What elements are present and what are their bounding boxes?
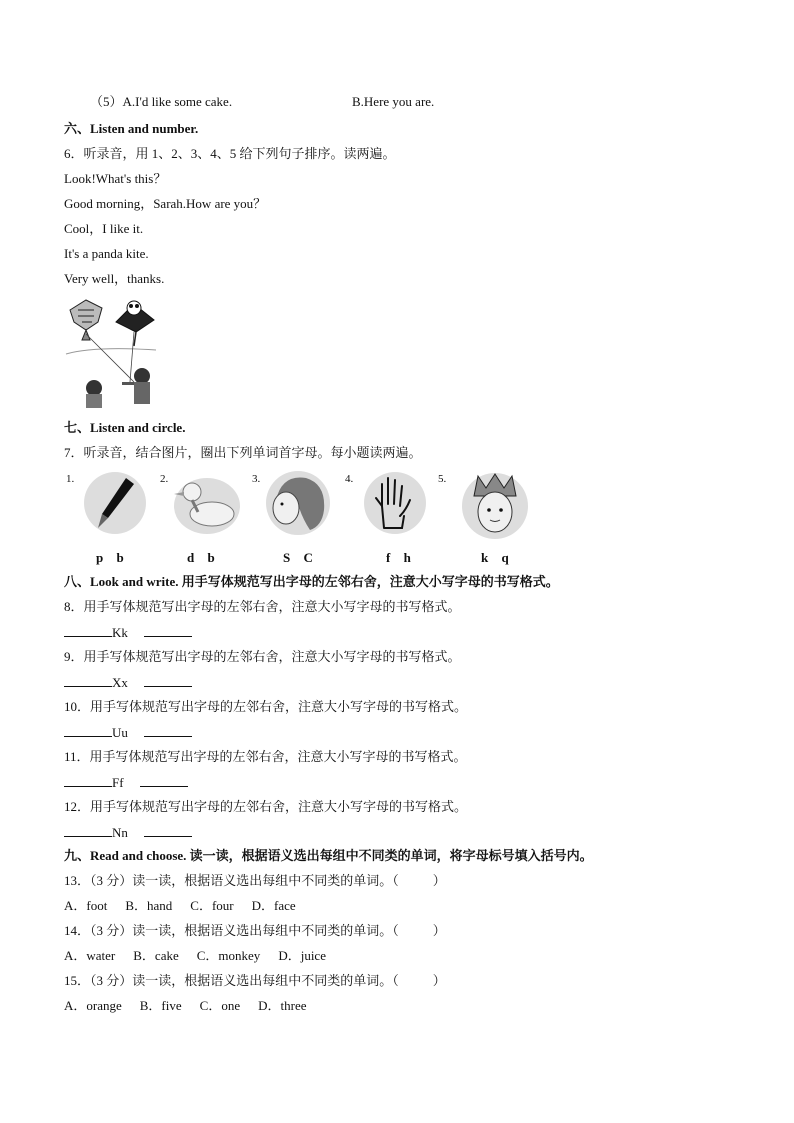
- item-1-number: 1.: [66, 473, 75, 485]
- q13-option-c: C．four: [190, 898, 234, 913]
- q15-option-a: A．orange: [64, 998, 122, 1013]
- section-8-title: 八、Look and write. 用手写体规范写出字母的左邻右舍，注意大小写字母的书写格式。: [64, 574, 559, 589]
- q14-text: [64, 923, 446, 939]
- q10-text: 10．用手写体规范写出字母的左邻右舍，注意大小写字母的书写格式。: [64, 699, 468, 714]
- q13-close-paren: ）: [432, 873, 446, 888]
- item-2-letters: d b: [187, 550, 215, 565]
- q5-option-a: A.I'd like some cake.: [122, 94, 233, 109]
- q9-left-blank[interactable]: [64, 674, 112, 687]
- q5-option-b: B.Here you are.: [352, 94, 435, 109]
- q11-left-blank[interactable]: [64, 774, 112, 787]
- q15-question: 15．（3 分）读一读，根据语义选出每组中不同类的单词。（: [64, 973, 399, 988]
- q15-options: [64, 998, 324, 1014]
- section-7-instruction: 7．听录音，结合图片，圈出下列单词首字母。每小题读两遍。: [64, 445, 422, 460]
- q8-letter: Kk: [112, 625, 128, 640]
- panda-kite-icon: [116, 301, 154, 346]
- q8-left-blank[interactable]: [64, 624, 112, 637]
- girl-figure-icon: [86, 380, 102, 408]
- q15-option-c: C．one: [199, 998, 241, 1013]
- girl-hair-icon: [262, 470, 334, 536]
- q12-letter: Nn: [112, 825, 128, 840]
- section-9-title: 九、Read and choose. 读一读，根据语义选出每组中不同类的单词，将字母标号填入括号内。: [64, 848, 593, 863]
- q10-left-blank[interactable]: [64, 724, 112, 737]
- q14-option-b: B．cake: [133, 948, 179, 963]
- kite-children-picture: [64, 296, 158, 408]
- q10-letter: Uu: [112, 725, 128, 740]
- q13-options: [64, 898, 314, 914]
- q10-right-blank[interactable]: [144, 724, 192, 737]
- q5-prefix: （5）: [90, 94, 123, 109]
- q11-text: 11．用手写体规范写出字母的左邻右舍，注意大小写字母的书写格式。: [64, 749, 467, 764]
- hand-icon: [360, 470, 430, 536]
- item-3-letters: S C: [283, 550, 313, 565]
- q11-answer-line: [64, 774, 188, 791]
- section-7-title: 七、Listen and circle.: [64, 420, 186, 435]
- q9-answer-line: [64, 674, 192, 691]
- item-4-letters: f h: [386, 550, 411, 565]
- q8-right-blank[interactable]: [144, 624, 192, 637]
- sentence-1: Look!What's this？: [64, 171, 167, 186]
- q15-close-paren: ）: [432, 973, 446, 988]
- q12-right-blank[interactable]: [144, 824, 192, 837]
- q13-question: 13．（3 分）读一读，根据语义选出每组中不同类的单词。（: [64, 873, 399, 888]
- duck-icon: [172, 470, 242, 536]
- q15-option-d: D．three: [258, 998, 307, 1013]
- pen-icon: [82, 470, 148, 536]
- q5-line: [90, 94, 232, 110]
- q14-option-a: A．water: [64, 948, 116, 963]
- q9-right-blank[interactable]: [144, 674, 192, 687]
- section-6-title: 六、Listen and number.: [64, 121, 199, 136]
- q10-answer-line: [64, 724, 192, 741]
- q14-options: [64, 948, 344, 964]
- q14-close-paren: ）: [432, 923, 446, 938]
- q9-letter: Xx: [112, 675, 128, 690]
- q12-answer-line: [64, 824, 192, 841]
- item-1-letters: p b: [96, 550, 124, 565]
- q14-option-c: C．monkey: [196, 948, 261, 963]
- item-2-number: 2.: [160, 473, 169, 485]
- q15-option-b: B．five: [139, 998, 182, 1013]
- sentence-4: It's a panda kite.: [64, 246, 149, 261]
- section-6-instruction: 6．听录音，用 1、2、3、4、5 给下列句子排序。读两遍。: [64, 146, 396, 161]
- q11-right-blank[interactable]: [140, 774, 188, 787]
- q12-text: 12．用手写体规范写出字母的左邻右舍，注意大小写字母的书写格式。: [64, 799, 468, 814]
- sentence-5: Very well，thanks.: [64, 271, 165, 286]
- boy-figure-icon: [122, 368, 150, 404]
- q14-option-d: D．juice: [278, 948, 326, 963]
- q13-option-b: B．hand: [125, 898, 173, 913]
- q12-left-blank[interactable]: [64, 824, 112, 837]
- q13-option-d: D．face: [251, 898, 296, 913]
- sentence-2: Good morning，Sarah.How are you？: [64, 196, 267, 211]
- queen-icon: [460, 470, 530, 540]
- q11-letter: Ff: [112, 775, 124, 790]
- item-4-number: 4.: [345, 473, 354, 485]
- q13-option-a: A．foot: [64, 898, 108, 913]
- item-5-number: 5.: [438, 473, 447, 485]
- q8-answer-line: [64, 624, 192, 641]
- item-3-number: 3.: [252, 473, 261, 485]
- q8-text: 8．用手写体规范写出字母的左邻右舍，注意大小写字母的书写格式。: [64, 599, 461, 614]
- q15-text: [64, 973, 446, 989]
- q14-question: 14．（3 分）读一读，根据语义选出每组中不同类的单词。（: [64, 923, 399, 938]
- q13-text: [64, 873, 446, 889]
- item-5-letters: k q: [481, 550, 509, 565]
- sentence-3: Cool，I like it.: [64, 221, 144, 236]
- q9-text: 9．用手写体规范写出字母的左邻右舍，注意大小写字母的书写格式。: [64, 649, 461, 664]
